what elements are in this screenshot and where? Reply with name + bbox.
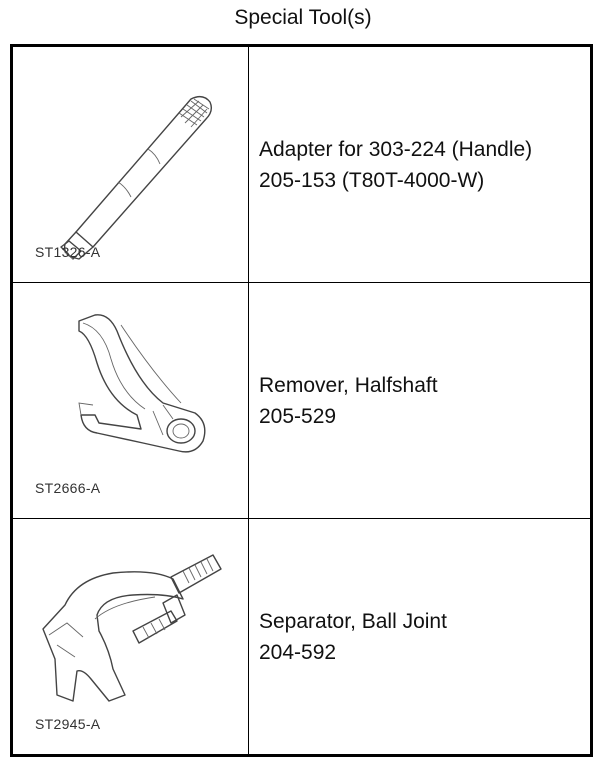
tool-number: 205-153 (T80T-4000-W) bbox=[259, 168, 485, 192]
tool-description-cell bbox=[249, 283, 590, 518]
tool-code: ST1326-A bbox=[35, 244, 101, 260]
tool-name: Adapter for 303-224 (Handle) bbox=[259, 137, 533, 161]
tool-name: Remover, Halfshaft bbox=[259, 373, 438, 397]
tool-description-cell bbox=[249, 47, 590, 282]
tool-code: ST2945-A bbox=[35, 716, 101, 732]
tool-description-cell bbox=[249, 519, 590, 754]
tool-number: 204-592 bbox=[259, 640, 337, 664]
tool-image-cell bbox=[13, 519, 249, 754]
tool-code: ST2666-A bbox=[35, 480, 101, 496]
tool-number: 205-529 bbox=[259, 404, 337, 428]
table-row bbox=[13, 47, 590, 283]
page-title: Special Tool(s) bbox=[234, 6, 372, 29]
special-tools-table bbox=[10, 44, 593, 757]
table-row bbox=[13, 283, 590, 519]
tool-image-cell bbox=[13, 47, 249, 282]
table-row bbox=[13, 519, 590, 754]
tool-image-cell bbox=[13, 283, 249, 518]
tool-name: Separator, Ball Joint bbox=[259, 609, 447, 633]
